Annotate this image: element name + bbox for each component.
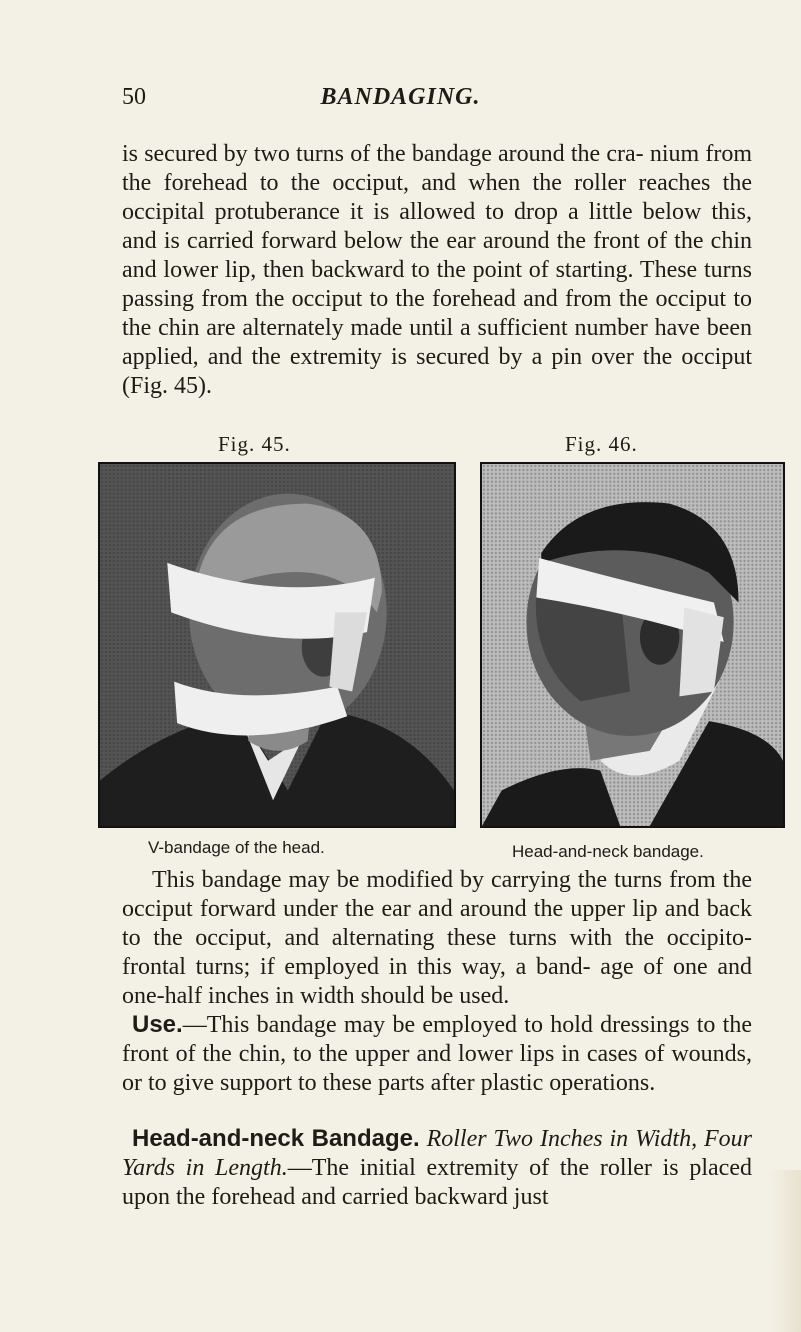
section-heading: Head-and-neck Bandage. <box>132 1125 420 1152</box>
figure-46-caption: Head-and-neck bandage. <box>512 842 704 861</box>
section-subheading: Roller Two Inches in Width, Four Yards in Length. <box>122 1126 753 1181</box>
figure-46-label: Fig. 46. <box>565 432 638 456</box>
page-edge-shadow <box>770 1170 801 1332</box>
running-title: BANDAGING. <box>320 84 481 110</box>
page-number: 50 <box>122 84 146 110</box>
paragraph-1: is secured by two turns of the bandage around the cra- nium from the forehead to the occiput, and when the roller reaches the occipital protuberance it is allowed to drop a little below this, and is carried forward below the ear around the front of the chin and lower lip, then backward to the point of starting. These turns passing from the occiput to the forehead and from the occiput to the chin are alternately made until a sufficient number have been applied, and the extremity is secured by a pin over the occiput (Fig. 45). <box>122 141 752 399</box>
figure-45-label: Fig. 45. <box>218 432 291 456</box>
paragraph-3 <box>122 1010 752 1098</box>
use-text: —This bandage may be employed to hold dressings to the front of the chin, to the upper and lower lips in cases of wounds, or to give support to these parts after plastic operations. <box>122 1012 752 1096</box>
paragraph-4 <box>122 1124 752 1212</box>
section-text: —The initial extremity of the roller is placed upon the forehead and carried backward just <box>122 1155 752 1210</box>
figure-45-caption: V-bandage of the head. <box>148 838 325 857</box>
use-term: Use. <box>132 1011 183 1038</box>
figure-46-photo <box>480 462 785 828</box>
figure-45-photo <box>98 462 456 828</box>
paragraph-2: This bandage may be modified by carrying the turns from the occiput forward under the ear and around the upper lip and back to the occiput, and alternating these turns with the occipito-frontal turns; if employed in this way, a band- age of one and one-half inches in width should be used. <box>122 867 752 1009</box>
